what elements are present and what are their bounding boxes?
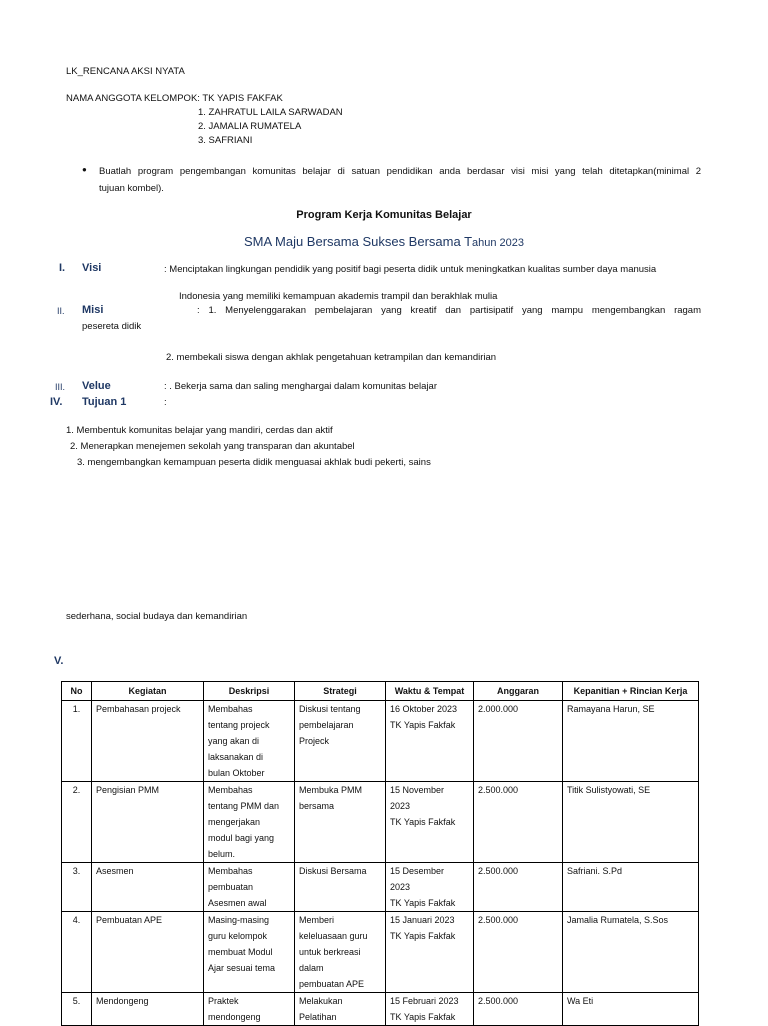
cell-no: 2. [62,782,92,863]
visi-text-2: Indonesia yang memiliki kemampuan akademis trampil dan berakhlak mulia [179,291,498,302]
cell-no: 4. [62,912,92,993]
cell-strategi [295,993,386,1026]
cell-line: Membahas [208,866,253,876]
cell-line: 2023 [390,882,411,892]
cell-line: guru kelompok [208,931,268,941]
header-strategi: Strategi [295,682,386,701]
cell-line: Membahas [208,704,253,714]
visi-text-1: : Menciptakan lingkungan pendidik yang positif bagi peserta didik untuk meningkatkan kualitas sumber daya manusia [164,264,657,275]
cell-line: Asesmen awal [208,898,267,908]
cell-line: pembuatan [208,882,254,892]
cell-line: Pelatihan [299,1012,337,1022]
program-title: Program Kerja Komunitas Belajar [296,209,472,221]
cell-strategi [295,863,386,912]
cell-line: mendongeng [208,1012,261,1022]
misi-label: Misi [82,304,104,316]
cell-kegiatan: Mendongeng [92,993,204,1026]
cell-line: laksanakan di [208,752,264,762]
cell-line: TK Yapis Fakfak [390,898,456,908]
table-row [62,701,699,782]
cell-anggaran: 2.500.000 [474,863,563,912]
cell-kegiatan: Asesmen [92,863,204,912]
cell-line: 2023 [390,801,411,811]
member-1: 1. ZAHRATUL LAILA SARWADAN [198,107,343,118]
tujuan-item-2: 2. Menerapkan menejemen sekolah yang transparan dan akuntabel [70,441,355,452]
cell-no: 3. [62,863,92,912]
cell-line: Memberi [299,915,335,925]
cell-line: 16 Oktober 2023 [390,704,458,714]
cell-line: Praktek [208,996,239,1006]
cell-line: 15 Desember [390,866,445,876]
cell-waktu [386,912,474,993]
cell-waktu [386,993,474,1026]
cell-line: untuk berkreasi [299,947,361,957]
cell-kepanitian: Titik Sulistyowati, SE [563,782,699,863]
cell-waktu [386,863,474,912]
table-row [62,912,699,993]
cell-strategi [295,912,386,993]
cell-line: pembuatan APE [299,979,365,989]
cell-line: TK Yapis Fakfak [390,817,456,827]
program-table [61,681,699,1026]
cell-line: mengerjakan [208,817,261,827]
table-header-row [62,682,699,701]
header-anggaran: Anggaran [474,682,563,701]
header-waktu-tempat: Waktu & Tempat [386,682,474,701]
visi-number: I. [59,262,66,274]
cell-line: Ajar sesuai tema [208,963,276,973]
cell-line: modul bagi yang [208,833,275,843]
cell-kepanitian: Wa Eti [563,993,699,1026]
bullet-icon: ● [82,165,87,174]
cell-waktu [386,701,474,782]
table-row [62,863,699,912]
header-deskripsi: Deskripsi [204,682,295,701]
cell-kegiatan: Pembahasan projeck [92,701,204,782]
cell-line: 15 Januari 2023 [390,915,455,925]
misi-text-3: 2. membekali siswa dengan akhlak pengetahuan ketrampilan dan kemandirian [166,352,497,363]
cell-line: Masing-masing [208,915,270,925]
cell-strategi [295,782,386,863]
tujuan-number: IV. [50,396,63,408]
table-row [62,993,699,1026]
value-text: : . Bekerja sama dan saling menghargai dalam komunitas belajar [164,381,438,392]
cell-deskripsi [204,912,295,993]
misi-number: II. [57,306,65,316]
cell-waktu [386,782,474,863]
cell-strategi [295,701,386,782]
cell-line: pembelajaran [299,720,354,730]
cell-line: TK Yapis Fakfak [390,931,456,941]
cell-deskripsi [204,782,295,863]
cell-no: 5. [62,993,92,1026]
cell-line: bulan Oktober [208,768,265,778]
cell-line: Membahas [208,785,253,795]
tujuan-item-3: 3. mengembangkan kemampuan peserta didik menguasai akhlak budi pekerti, sains [77,457,431,468]
cell-line: Diskusi Bersama [299,866,367,876]
cell-anggaran: 2.500.000 [474,993,563,1026]
cell-anggaran: 2.500.000 [474,912,563,993]
cell-kepanitian: Ramayana Harun, SE [563,701,699,782]
cell-line: Projeck [299,736,330,746]
tujuan-label: Tujuan 1 [82,396,127,408]
header-no: No [62,682,92,701]
cell-line: tentang projeck [208,720,270,730]
cell-line: yang akan di [208,736,260,746]
cell-line: belum. [208,849,236,859]
section-v-number: V. [54,655,64,667]
value-label: Velue [82,380,111,392]
cell-line: Melakukan [299,996,343,1006]
table-row [62,782,699,863]
cell-kepanitian: Safriani. S.Pd [563,863,699,912]
cell-line: TK Yapis Fakfak [390,1012,456,1022]
member-2: 2. JAMALIA RUMATELA [198,121,302,132]
cell-deskripsi [204,993,295,1026]
cell-line: bersama [299,801,335,811]
tujuan-colon: : [164,397,167,408]
cell-line: membuat Modul [208,947,273,957]
value-number: III. [55,382,66,392]
program-subtitle-year: ahun 2023 [472,237,525,249]
misi-text-2: pesereta didik [82,321,142,332]
cell-line: TK Yapis Fakfak [390,720,456,730]
cell-line: 15 Februari 2023 [390,996,459,1006]
misi-text-1: : 1. Menyelenggarakan pembelajaran yang kreatif dan partisipatif yang mampu mengembangkan ragam [197,305,701,316]
program-subtitle-main: SMA Maju Bersama Sukses Bersama T [243,234,473,249]
cell-line: 15 November [390,785,445,795]
cell-line: Diskusi tentang [299,704,361,714]
cell-line: keleluasaan guru [299,931,368,941]
cell-anggaran: 2.500.000 [474,782,563,863]
cell-line: tentang PMM dan [208,801,280,811]
cell-no: 1. [62,701,92,782]
instruction-line-2: tujuan kombel). [99,183,164,194]
cell-deskripsi [204,863,295,912]
cell-kegiatan: Pengisian PMM [92,782,204,863]
cell-deskripsi [204,701,295,782]
document-title: LK_RENCANA AKSI NYATA [66,66,185,77]
header-kepanitian: Kepanitian + Rincian Kerja [563,682,699,701]
tujuan-continuation: sederhana, social budaya dan kemandirian [66,611,248,622]
cell-anggaran: 2.000.000 [474,701,563,782]
instruction-line-1: Buatlah program pengembangan komunitas belajar di satuan pendidikan anda berdasar visi misi yang telah ditetapkan(minimal 2 [99,166,701,177]
cell-line: dalam [299,963,324,973]
cell-line: Membuka PMM [299,785,363,795]
program-subtitle [0,234,768,249]
group-label: NAMA ANGGOTA KELOMPOK: TK YAPIS FAKFAK [66,93,283,104]
tujuan-item-1: 1. Membentuk komunitas belajar yang mandiri, cerdas dan aktif [66,425,333,436]
visi-label: Visi [82,262,102,274]
cell-kegiatan: Pembuatan APE [92,912,204,993]
member-3: 3. SAFRIANI [198,135,253,146]
cell-kepanitian: Jamalia Rumatela, S.Sos [563,912,699,993]
header-kegiatan: Kegiatan [92,682,204,701]
